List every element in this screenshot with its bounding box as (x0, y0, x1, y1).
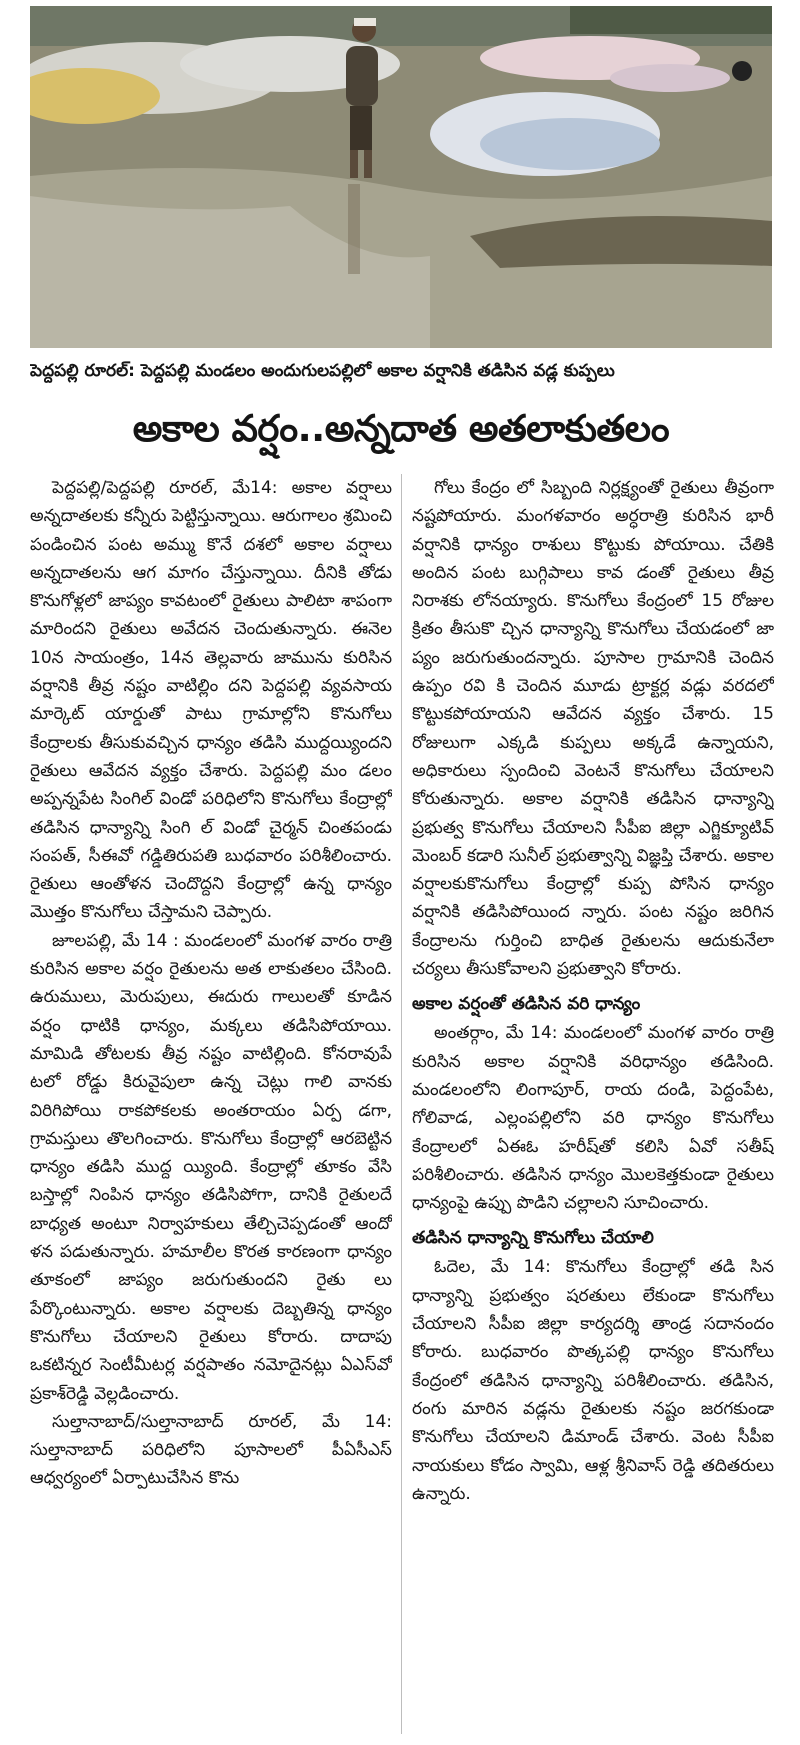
subheading: అకాల వర్షంతో తడిసిన వరి ధాన్యం (412, 994, 641, 1015)
headline: అకాల వర్షం..అన్నదాత అతలాకుతలం (132, 407, 670, 450)
news-photo (30, 6, 772, 348)
subheading: తడిసిన ధాన్యాన్ని కొనుగోలు చేయాలి (412, 1228, 654, 1249)
article-paragraph: సుల్తానాబాద్/సుల్తానాబాద్ రూరల్, మే 14: సుల్తానాబాద్ పరిధిలోని పూసాలలో పీఏసీఎస్ ఆధ్వర్యంలో ఏర్పాటుచేసిన కొను (30, 1411, 392, 1489)
article-paragraph: పెద్దపల్లి/పెద్దపల్లి రూరల్, మే14: అకాల వర్షాలు అన్నదాతలకు కన్నీరు పెట్టిస్తున్నాయి. ఆరుగాలం శ్రమించి పండించిన పంట అమ్ము కొనే దశలో అకాల వర్షాలు అన్నదాతలను ఆగ మాగం చేస్తున్నాయి. దీనికి తోడు కొనుగోళ్లలో జాప్యం కావటంలో రైతులు పాలిటా శాపంగా మారిందని రైతులు అవేదన చెందుతున్నారు. ఈనెల 10న సాయంత్రం, 14న తెల్లవారు జామును కురిసిన వర్షానికి తీవ్ర నష్టం వాటిల్లిం దని పెద్దపల్లి వ్యవసాయ మార్కెట్ యార్డుతో పాటు గ్రామాల్లోని కొనుగోలు కేంద్రాలకు తీసుకువచ్చిన ధాన్యం తడిసి ముద్దయ్యిందని రైతులు ఆవేదన వ్యక్తం చేశారు. పెద్దపల్లి మం డలం అప్పన్నపేట సింగిల్ విండో పరిధిలోని కొనుగోలు కేంద్రాల్లో తడిసిన ధాన్యాన్ని సింగి ల్ విండో చైర్మన్ చింతపండు సంపత్, సీఈవో గడ్డితిరుపతి బుధవారం పరిశీలించారు. రైతులు ఆంతోళన చెందొద్దని కేంద్రాల్లో ఉన్న ధాన్యం మొత్తం కొనుగోలు చేస్తామని చెప్పారు. (30, 478, 392, 923)
article-paragraph: గోలు కేంద్రం లో సిబ్బంది నిర్లక్ష్యంతో రైతులు తీవ్రంగా నష్టపోయారు. మంగళవారం అర్ధరాత్రి కురిసిన భారీ వర్షానికి ధాన్యం రాశులు కొట్టుకు పోయాయి. చేతికి అందిన పంట బుగ్గిపాలు కావ డంతో రైతులు తీవ్ర నిరాశకు లోనయ్యారు. కొనుగోలు కేంద్రంలో 15 రోజుల క్రితం తీసుకొ చ్చిన ధాన్యాన్ని కొనుగోలు చేయడంలో జా ప్యం జరుగుతుందన్నారు. పూసాల గ్రామానికి చెందిన ఉప్పం రవి కి చెందిన మూడు ట్రాక్టర్ల వడ్లు వరదలో కొట్టుకపోయాయని ఆవేదన వ్యక్తం చేశారు. 15 రోజులుగా ఎక్కడి కుప్పలు అక్కడే ఉన్నాయని, అధికారులు స్పందించి వెంటనే కొనుగోలు చేయాలని కోరుతున్నారు. అకాల వర్షానికి తడిసిన ధాన్యాన్ని ప్రభుత్వ కొనుగోలు చేయాలని సీపీఐ జిల్లా ఎగ్జిక్యూటివ్ మెంబర్ కడారి సునీల్ ప్రభుత్వాన్ని విజ్ఞప్తి చేశారు. అకాల వర్షాలకుకొనుగోలు కేంద్రాల్లో కుప్ప పోసిన ధాన్యం వర్షానికి తడిసిపోయింద న్నారు. పంట నష్టం జరిగిన కేంద్రాలను గుర్తించి బాధిత రైతులను ఆదుకునేలా చర్యలు తీసుకోవాలని ప్రభుత్వాని కోరారు. (412, 478, 774, 980)
column-divider (401, 474, 402, 1734)
article-paragraph: జూలపల్లి, మే 14 : మండలంలో మంగళ వారం రాత్రి కురిసిన అకాల వర్షం రైతులను అత లాకుతలం చేసింది. ఉరుములు, మెరుపులు, ఈదురు గాలులతో కూడిన వర్షం ధాటికి ధాన్యం, మక్కలు తడిసిపోయాయి. మామిడి తోటలకు తీవ్ర నష్టం వాటిల్లింది. కోనరావుపే టలో రోడ్డు కిరువైపులా ఉన్న చెట్లు గాలి వానకు విరిగిపోయి రాకపోకలకు అంతరాయం ఏర్ప డగా, గ్రామస్తులు తొలగించారు. కొనుగోలు కేంద్రాల్లో ఆరబెట్టిన ధాన్యం తడిసి ముద్ద య్యింది. కేంద్రాల్లో తూకం వేసి బస్తాల్లో నింపిన ధాన్యం తడిసిపోగా, దానికి రైతులదే బాధ్యత అంటూ నిర్వాహకులు తేల్చిచెప్పడంతో ఆందో ళన పడుతున్నారు. హమాలీల కొరత కారణంగా ధాన్యం తూకంలో జాప్యం జరుగుతుందని రైతు లు పేర్కొంటున్నారు. అకాల వర్షాలకు దెబ్బతిన్న ధాన్యం కొనుగోలు చేయాలని రైతులు కోరారు. దాదాపు ఒకటిన్నర సెంటీమీటర్ల వర్షపాతం నమోదైనట్లు ఏఎస్‌వో ప్రకాశ్‌రెడ్డి వెల్లడించారు. (30, 930, 392, 1404)
article-paragraph: అంతర్గాం, మే 14: మండలంలో మంగళ వారం రాత్రి కురిసిన అకాల వర్షానికి వరిధాన్యం తడిసింది. మండలంలోని లింగాపూర్, రాయ దండి, పెద్దంపేట, గోలివాడ, ఎల్లంపల్లిలోని వరి ధాన్యం కొనుగోలు కేంద్రాలలో ఏఈఓ హరీష్‌తో కలిసి ఏవో సతీష్ పరిశీలించారు. తడిసిన ధాన్యం మొలకెత్తకుండా రైతులు ధాన్యంపై ఉప్పు పొడిని చల్లాలని సూచించారు. (412, 1023, 774, 1214)
photo-caption: పెద్దపల్లి రూరల్: పెద్దపల్లి మండలం అందుగులపల్లిలో అకాల వర్షానికి తడిసిన వడ్ల కుప్పలు (30, 361, 615, 381)
article-column-left (30, 474, 392, 1734)
wet-paddy-heaps-photo (30, 6, 772, 348)
article-column-right (412, 474, 774, 1734)
article-paragraph: ఓదెల, మే 14: కొనుగోలు కేంద్రాల్లో తడి సిన ధాన్యాన్ని ప్రభుత్వం షరతులు లేకుండా కొనుగోలు చేయాలని సీపీఐ జిల్లా కార్యదర్శి తాండ్ర సదానందం కోరారు. బుధవారం పొత్కపల్లి ధాన్యం కొనుగోలు కేంద్రంలో తడిసిన ధాన్యాన్ని పరిశీలించారు. తడిసిన, రంగు మారిన వడ్లను రైతులకు నష్టం జరగకుండా కొనుగోలు చేయాలని డిమాండ్ చేశారు. వెంట సీపీఐ నాయకులు కోడం స్వామి, ఆళ్ల శ్రీనివాస్ రెడ్డి తదితరులు ఉన్నారు. (412, 1257, 774, 1504)
